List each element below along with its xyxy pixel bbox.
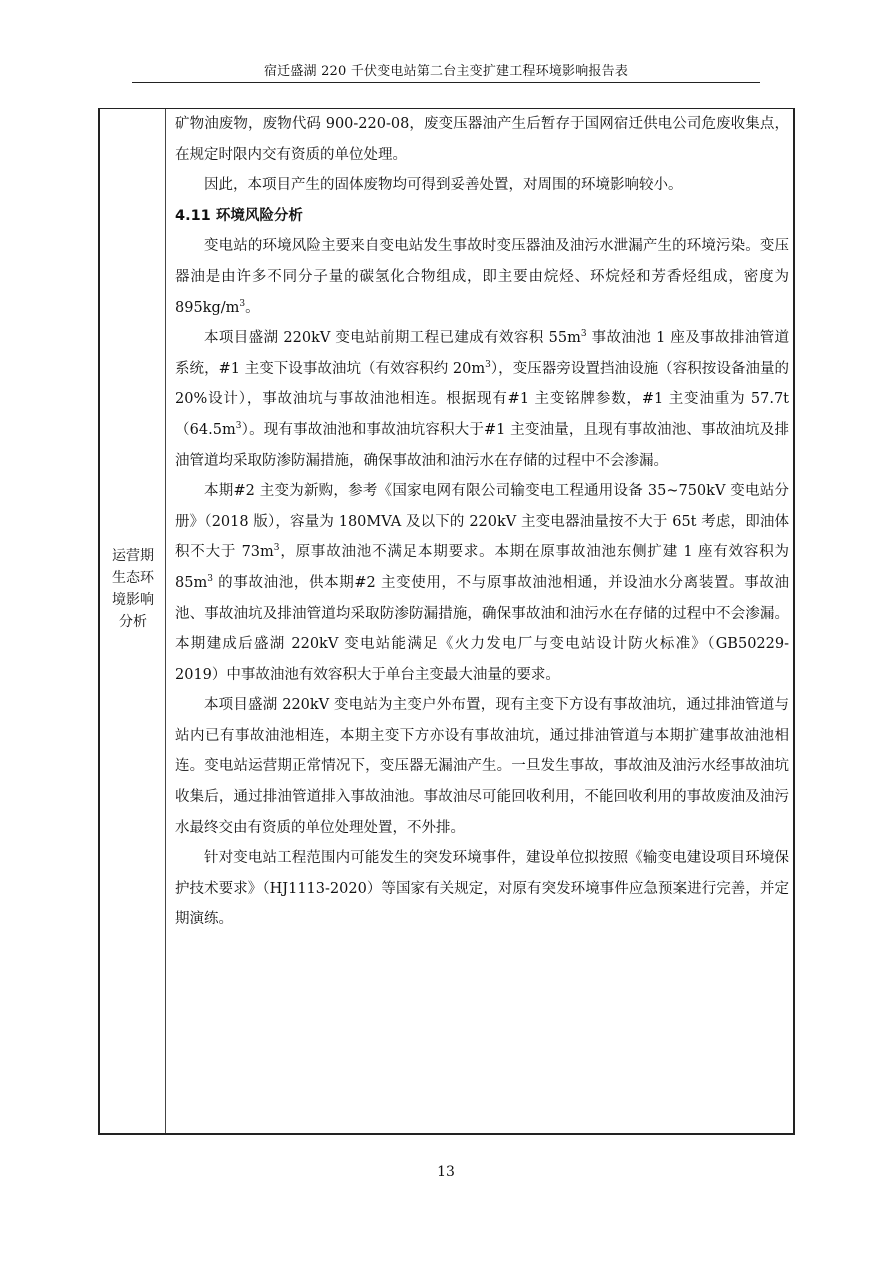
paragraph-solid-waste-conclusion: 因此，本项目产生的固体废物均可得到妥善处置，对周围的环境影响较小。 xyxy=(204,177,683,194)
row-label-line: 境影响 xyxy=(112,592,154,608)
header-rule xyxy=(132,82,760,83)
paragraph-existing-oil-pit: 本项目盛湖 220kV 变电站前期工程已建成有效容积 $55m^3$ 事故油池 1 座及事故排油管道系统，#1 主变下设事故油坑（有效容积约 $20m^3$），变压器旁设置挡油设施（容积按设备油量的 20%设计），事故油坑与事故油池相连。根据现有#1 主变铭牌参数，#1 主变油重为 $57.7t(64.5m^3)$。现有事故油池和事故油坑容积大于#1 主变油量，且现有事故油池、事故油坑及排油管道均采取防渗防漏措施，确保事故油和油污水在存储的过程中不会渗漏。 xyxy=(175,329,789,469)
row-label-cell xyxy=(100,109,166,1133)
row-label xyxy=(100,545,166,633)
content-cell xyxy=(175,109,789,935)
section-heading: 4.11 环境风险分析 xyxy=(175,207,303,224)
page-number: 13 xyxy=(437,1164,455,1180)
row-label-line: 生态环 xyxy=(112,570,154,586)
row-label-line: 运营期 xyxy=(112,548,154,564)
row-label-line: 分析 xyxy=(119,614,147,630)
paragraph-new-transformer: 本期#2 主变为新购，参考《国家电网有限公司输变电工程通用设备 35~750kV 变电站分册》（2018 版），容量为 180MVA 及以下的 220kV 主变电器油量按不大于 65t 考虑，即油体积不大于 $73m^3$，原事故油池不满足本期要求。本期在原事故油池东侧扩建 1 座有效容积为 $85m^3$ 的事故油池，供本期#2 主变使用，不与原事故油池相通，并设油水分离装置。事故油池、事故油坑及排油管道均采取防渗防漏措施，确保事故油和油污水在存储的过程中不会渗漏。本期建成后盛湖 220kV 变电站能满足《火力发电厂与变电站设计防火标准》（GB50229-2019）中事故油池有效容积大于单台主变最大油量的要求。 xyxy=(175,483,789,683)
document-header-title: 宿迁盛湖 220 千伏变电站第二台主变扩建工程环境影响报告表 xyxy=(263,64,629,79)
report-table xyxy=(98,108,795,1135)
paragraph-drainage: 本项目盛湖 220kV 变电站为主变户外布置，现有主变下方设有事故油坑，通过排油管道与站内已有事故油池相连，本期主变下方亦设有事故油坑，通过排油管道与本期扩建事故油池相连。变电站运营期正常情况下，变压器无漏油产生。一旦发生事故，事故油及油污水经事故油坑收集后，通过排油管道排入事故油池。事故油尽可能回收利用，不能回收利用的事故废油及油污水最终交由有资质的单位处理处置，不外排。 xyxy=(175,697,789,836)
paragraph-emergency-plan: 针对变电站工程范围内可能发生的突发环境事件，建设单位拟按照《输变电建设项目环境保护技术要求》（HJ1113-2020）等国家有关规定，对原有突发环境事件应急预案进行完善，并定期演练。 xyxy=(175,850,789,928)
paragraph-solid-waste-end: 矿物油废物，废物代码 900-220-08，废变压器油产生后暂存于国网宿迁供电公司危废收集点，在规定时限内交有资质的单位处理。 xyxy=(175,116,789,163)
paragraph-risk-source: 变电站的环境风险主要来自变电站发生事故时变压器油及油污水泄漏产生的环境污染。变压器油是由许多不同分子量的碳氢化合物组成，即主要由烷烃、环烷烃和芳香烃组成，密度为 $895kg/m^3$。 xyxy=(175,238,789,316)
